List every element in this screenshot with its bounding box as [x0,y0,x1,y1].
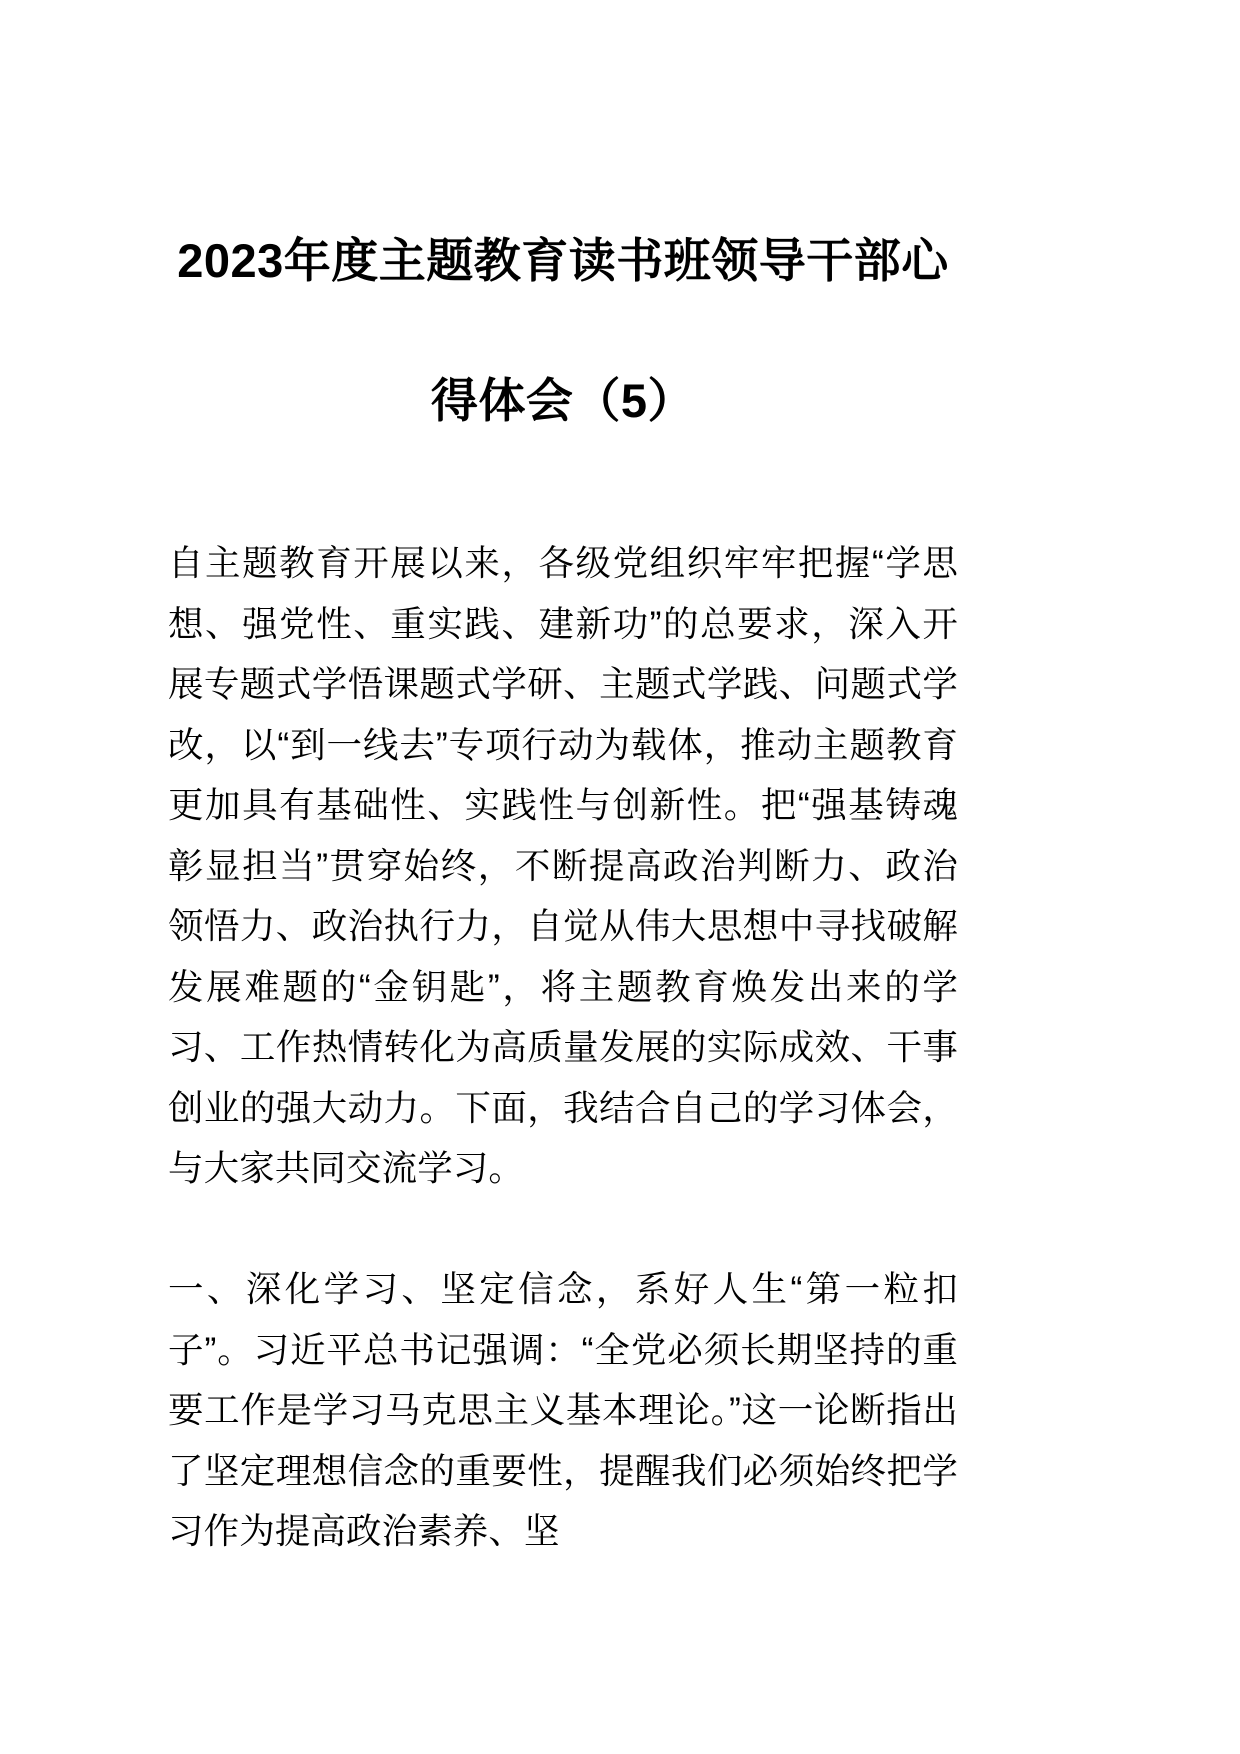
page-title: 2023年度主题教育读书班领导干部心得体会（5） [177,234,949,428]
body-paragraph: 一、深化学习、坚定信念，系好人生“第一粒扣子”。习近平总书记强调：“全党必须长期坚持的重要工作是学习马克思主义基本理论。”这一论断指出了坚定理想信念的重要性，提醒我们必须始终把学习作为提高政治素养、坚 [168,1269,958,1551]
document-body [168,533,958,1562]
body-paragraph: 自主题教育开展以来，各级党组织牢牢把握“学思想、强党性、重实践、建新功”的总要求，深入开展专题式学悟课题式学研、主题式学践、问题式学改，以“到一线去”专项行动为载体，推动主题教育更加具有基础性、实践性与创新性。把“强基铸魂彰显担当”贯穿始终，不断提高政治判断力、政治领悟力、政治执行力，自觉从伟大思想中寻找破解发展难题的“金钥匙”，将主题教育焕发出来的学习、工作热情转化为高质量发展的实际成效、干事创业的强大动力。下面，我结合自己的学习体会，与大家共同交流学习。 [168,543,958,1188]
